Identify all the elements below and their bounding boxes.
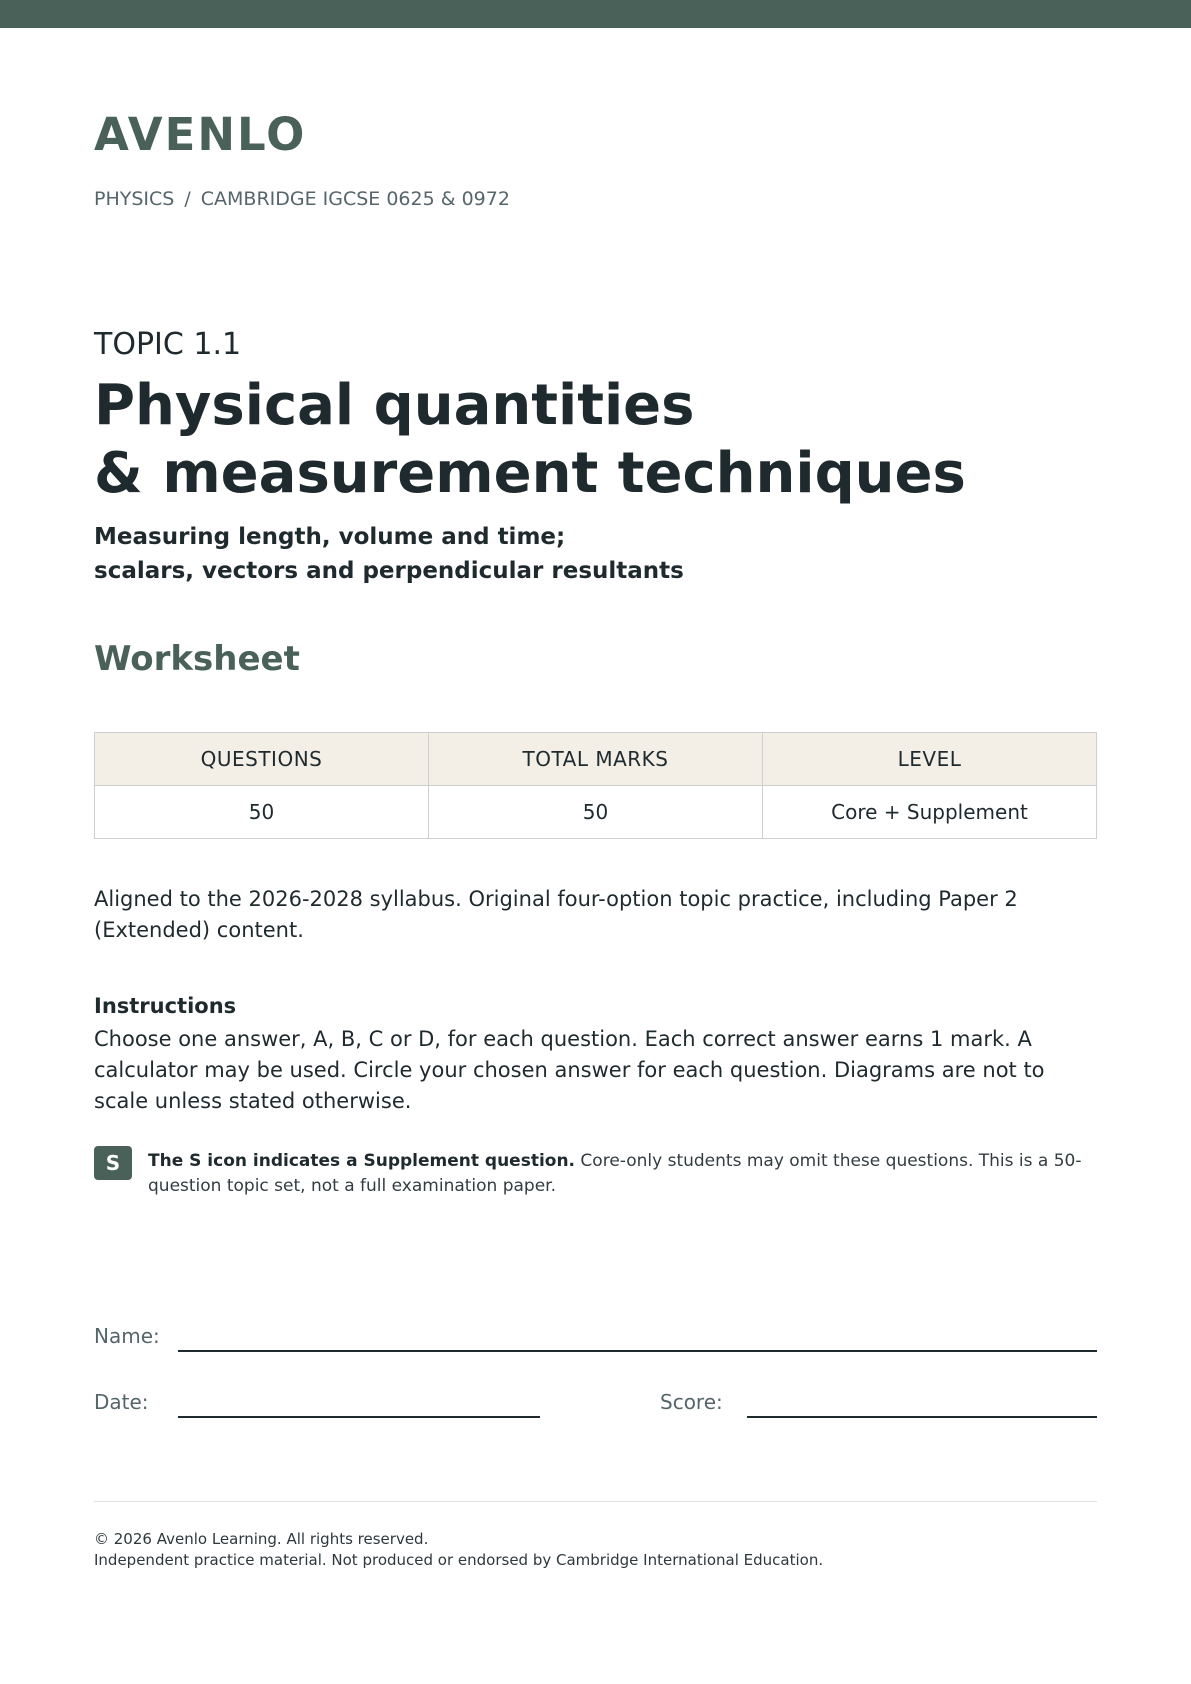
info-table <box>94 732 1097 839</box>
brand-logo: AVENLO <box>94 108 307 161</box>
title-line-1: Physical quantities <box>94 373 695 438</box>
supplement-s-icon: S <box>94 1146 132 1180</box>
table-row <box>95 786 1097 839</box>
header-total-marks: TOTAL MARKS <box>429 733 763 786</box>
value-level: Core + Supplement <box>763 786 1097 839</box>
page-title <box>94 372 966 508</box>
supplement-note-text <box>148 1149 1098 1199</box>
instructions-heading: Instructions <box>94 994 237 1018</box>
table-header-row <box>95 733 1097 786</box>
worksheet-heading: Worksheet <box>94 639 300 679</box>
subtitle-line-1: Measuring length, volume and time; <box>94 524 566 550</box>
breadcrumb-subject: PHYSICS <box>94 188 175 210</box>
breadcrumb-course: CAMBRIDGE IGCSE 0625 & 0972 <box>200 188 510 210</box>
footer-divider <box>94 1501 1097 1502</box>
topic-label: TOPIC 1.1 <box>94 327 242 362</box>
instructions-text: Choose one answer, A, B, C or D, for each question. Each correct answer earns 1 mark. A calculator may be used. Circle your chosen answer for each question. Diagrams are not to scale unless stated otherwise. <box>94 1027 1045 1113</box>
header-level: LEVEL <box>763 733 1097 786</box>
supplement-note-bold: The S icon indicates a Supplement question. <box>148 1151 576 1171</box>
header-questions: QUESTIONS <box>95 733 429 786</box>
name-field[interactable] <box>178 1350 1097 1352</box>
breadcrumb-separator: / <box>184 188 191 210</box>
subtitle <box>94 520 684 588</box>
syllabus-alignment-text: Aligned to the 2026-2028 syllabus. Original four-option topic practice, including Paper 2 (Extended) content. <box>94 887 1018 942</box>
top-accent-bar <box>0 0 1191 28</box>
value-questions: 50 <box>95 786 429 839</box>
date-field[interactable] <box>178 1416 540 1418</box>
subtitle-line-2: scalars, vectors and perpendicular resultants <box>94 558 684 584</box>
score-label: Score: <box>660 1390 723 1414</box>
value-total-marks: 50 <box>429 786 763 839</box>
supplement-note-rest: Core-only students may omit these questions. This is a 50-question topic set, not a full examination paper. <box>148 1151 1082 1196</box>
date-label: Date: <box>94 1390 149 1414</box>
footer-copyright: © 2026 Avenlo Learning. All rights reserved. <box>94 1530 429 1548</box>
footer-disclaimer: Independent practice material. Not produced or endorsed by Cambridge International Education. <box>94 1551 824 1569</box>
score-field[interactable] <box>747 1416 1097 1418</box>
title-line-2: & measurement techniques <box>94 441 966 506</box>
breadcrumb <box>94 188 510 210</box>
name-label: Name: <box>94 1324 160 1348</box>
